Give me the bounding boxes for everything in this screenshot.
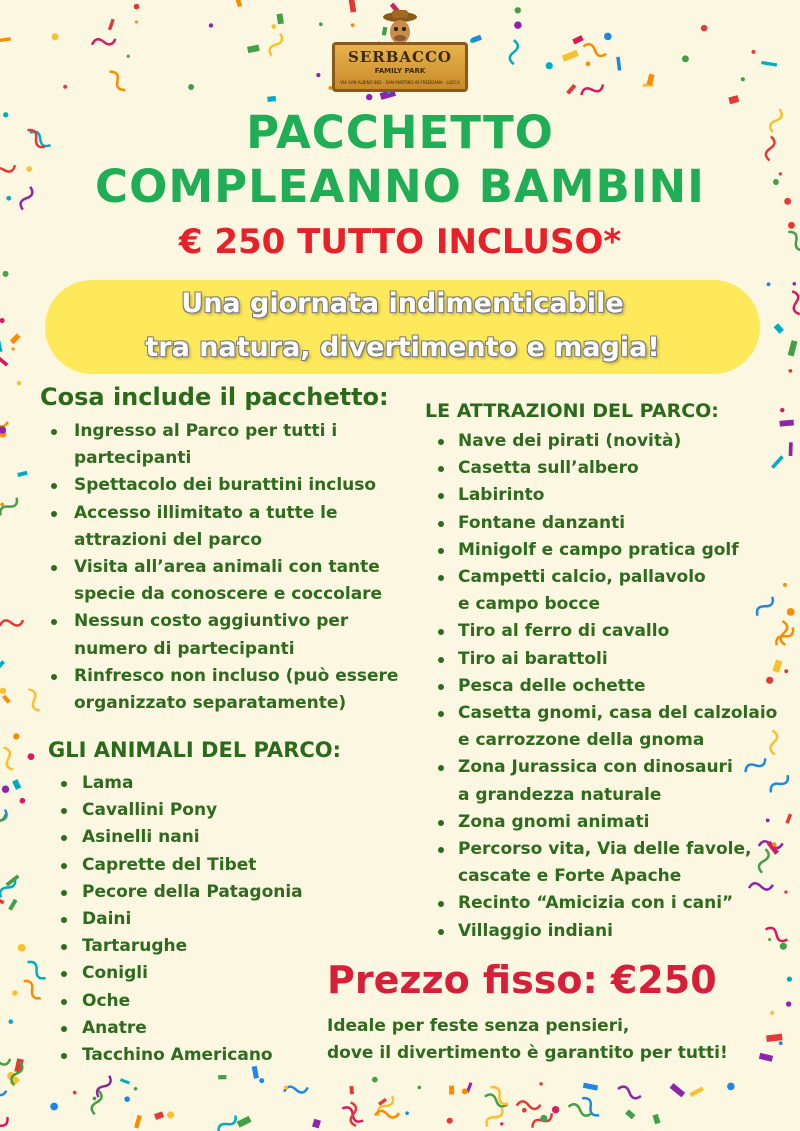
list-item — [425, 673, 795, 700]
list-item-text: Conigli — [82, 963, 148, 984]
list-item — [425, 537, 795, 564]
list-item — [48, 824, 348, 851]
bullet-icon — [61, 999, 67, 1005]
list-item-text: Recinto “Amicizia con i cani” — [458, 893, 734, 914]
bullet-icon — [438, 901, 444, 907]
tagline-line-1: Ideale per feste senza pensieri, — [327, 1016, 630, 1036]
list-item-text: Labirinto — [458, 485, 545, 506]
tagline-line-2: dove il divertimento è garantito per tutti! — [327, 1043, 728, 1063]
animals-heading: GLI ANIMALI DEL PARCO: — [48, 738, 342, 762]
bullet-icon — [51, 565, 57, 571]
banner-line-2: tra natura, divertimento e magia! — [145, 332, 660, 363]
bullet-icon — [438, 929, 444, 935]
list-item-text: Zona gnomi animati — [458, 811, 650, 832]
list-item — [48, 1042, 348, 1069]
list-item-text: Casetta gnomi, casa del calzolaio — [458, 703, 778, 724]
list-item — [425, 918, 795, 945]
list-item — [425, 809, 795, 836]
attractions-heading: LE ATTRAZIONI DEL PARCO: — [425, 400, 719, 422]
price-headline: € 250 TUTTO INCLUSO* — [178, 222, 622, 262]
list-item-text: Anatre — [82, 1017, 147, 1038]
list-item-text: Daini — [82, 909, 132, 930]
list-item — [48, 770, 348, 797]
list-item-text: Pesca delle ochette — [458, 675, 646, 696]
list-item — [425, 646, 795, 673]
animals-list — [48, 770, 348, 1069]
list-item-text: Nave dei pirati (novità) — [458, 431, 682, 451]
list-item-text: Rinfresco non incluso (può essere organizzato separatamente) — [74, 665, 399, 714]
bullet-icon — [438, 493, 444, 499]
list-item-text: Spettacolo dei burattini incluso — [74, 475, 377, 496]
bullet-icon — [61, 808, 67, 814]
list-item — [48, 1015, 348, 1042]
list-item-text: Casetta sull’albero — [458, 458, 639, 479]
bullet-icon — [51, 674, 57, 680]
list-item-text: Minigolf e campo pratica golf — [458, 539, 739, 560]
list-item — [40, 608, 420, 662]
bullet-icon — [438, 629, 444, 635]
bullet-icon — [51, 511, 57, 517]
list-item-text-continued: e carrozzone della gnoma — [458, 730, 705, 751]
bullet-icon — [61, 917, 67, 923]
list-item-text: Visita all’area animali con tante specie da conoscere e coccolare — [74, 557, 383, 605]
banner-line-1: Una giornata indimenticabile — [181, 288, 624, 319]
list-item — [40, 472, 420, 499]
list-item-text: Zona Jurassica con dinosauri — [458, 757, 733, 778]
list-item-text: Tiro al ferro di cavallo — [458, 621, 670, 642]
bullet-icon — [61, 944, 67, 950]
bullet-icon — [438, 439, 444, 445]
list-item — [425, 754, 795, 808]
title-line-2: COMPLEANNO BAMBINI — [95, 160, 705, 213]
bullet-icon — [61, 890, 67, 896]
list-item-text: Tacchino Americano — [82, 1045, 273, 1066]
bullet-icon — [51, 483, 57, 489]
list-item — [425, 890, 795, 917]
list-item-text: Nessun costo aggiuntivo per numero di partecipanti — [74, 611, 349, 659]
logo-address: VIA SAN ALBINO 882 - SAN MARTINO IN FREDDANA - LUCCA — [340, 80, 460, 85]
list-item-text: Lama — [82, 773, 134, 793]
list-item — [40, 554, 420, 608]
bullet-icon — [438, 684, 444, 690]
list-item-text: Percorso vita, Via delle favole, — [458, 839, 752, 860]
list-item-text: Oche — [82, 990, 131, 1011]
bullet-icon — [61, 1026, 67, 1032]
bullet-icon — [51, 429, 57, 435]
list-item — [425, 428, 795, 455]
bullet-icon — [438, 657, 444, 663]
list-item — [48, 988, 348, 1015]
bullet-icon — [51, 619, 57, 625]
list-item-text: Tartarughe — [82, 936, 188, 957]
list-item-text: Accesso illimitato a tutte le attrazioni del parco — [74, 502, 338, 550]
list-item-text: Tiro ai barattoli — [458, 648, 608, 669]
bullet-icon — [438, 466, 444, 472]
bullet-icon — [61, 971, 67, 977]
list-item — [425, 564, 795, 618]
list-item — [425, 618, 795, 645]
list-item-text-continued: cascate e Forte Apache — [458, 866, 682, 887]
included-heading: Cosa include il pacchetto: — [40, 383, 389, 411]
cowboy-mascot-icon — [380, 8, 420, 46]
list-item-text: Villaggio indiani — [458, 920, 613, 941]
list-item-text-continued: a grandezza naturale — [458, 784, 662, 805]
bullet-icon — [438, 711, 444, 717]
bullet-icon — [61, 863, 67, 869]
list-item — [425, 455, 795, 482]
list-item — [40, 418, 420, 472]
bullet-icon — [438, 548, 444, 554]
fixed-price: Prezzo fisso: €250 — [327, 958, 717, 1002]
bullet-icon — [438, 820, 444, 826]
list-item — [48, 960, 348, 987]
bullet-icon — [61, 1053, 67, 1059]
attractions-list — [425, 428, 795, 945]
list-item-text: Campetti calcio, pallavolo — [458, 567, 706, 588]
list-item — [48, 906, 348, 933]
list-item — [40, 500, 420, 554]
list-item — [425, 700, 795, 754]
logo-subtitle: FAMILY PARK — [374, 67, 426, 75]
bullet-icon — [61, 835, 67, 841]
included-list — [40, 418, 420, 717]
list-item — [425, 482, 795, 509]
list-item-text: Fontane danzanti — [458, 512, 626, 533]
list-item — [48, 933, 348, 960]
bullet-icon — [438, 521, 444, 527]
list-item-text: Asinelli nani — [82, 827, 200, 848]
list-item-text: Pecore della Patagonia — [82, 881, 303, 902]
list-item — [425, 510, 795, 537]
list-item-text: Ingresso al Parco per tutti i partecipanti — [74, 421, 338, 469]
title-line-1: PACCHETTO — [246, 106, 554, 159]
logo-name: SERBACCO — [348, 48, 452, 66]
list-item-text: Cavallini Pony — [82, 800, 218, 821]
bullet-icon — [438, 575, 444, 581]
list-item — [48, 852, 348, 879]
list-item-text-continued: e campo bocce — [458, 594, 601, 615]
list-item — [425, 836, 795, 890]
list-item — [40, 663, 420, 717]
bullet-icon — [61, 781, 67, 787]
bullet-icon — [438, 847, 444, 853]
bullet-icon — [438, 765, 444, 771]
list-item-text: Caprette del Tibet — [82, 854, 257, 875]
serbacco-logo — [332, 8, 468, 94]
list-item — [48, 879, 348, 906]
list-item — [48, 797, 348, 824]
